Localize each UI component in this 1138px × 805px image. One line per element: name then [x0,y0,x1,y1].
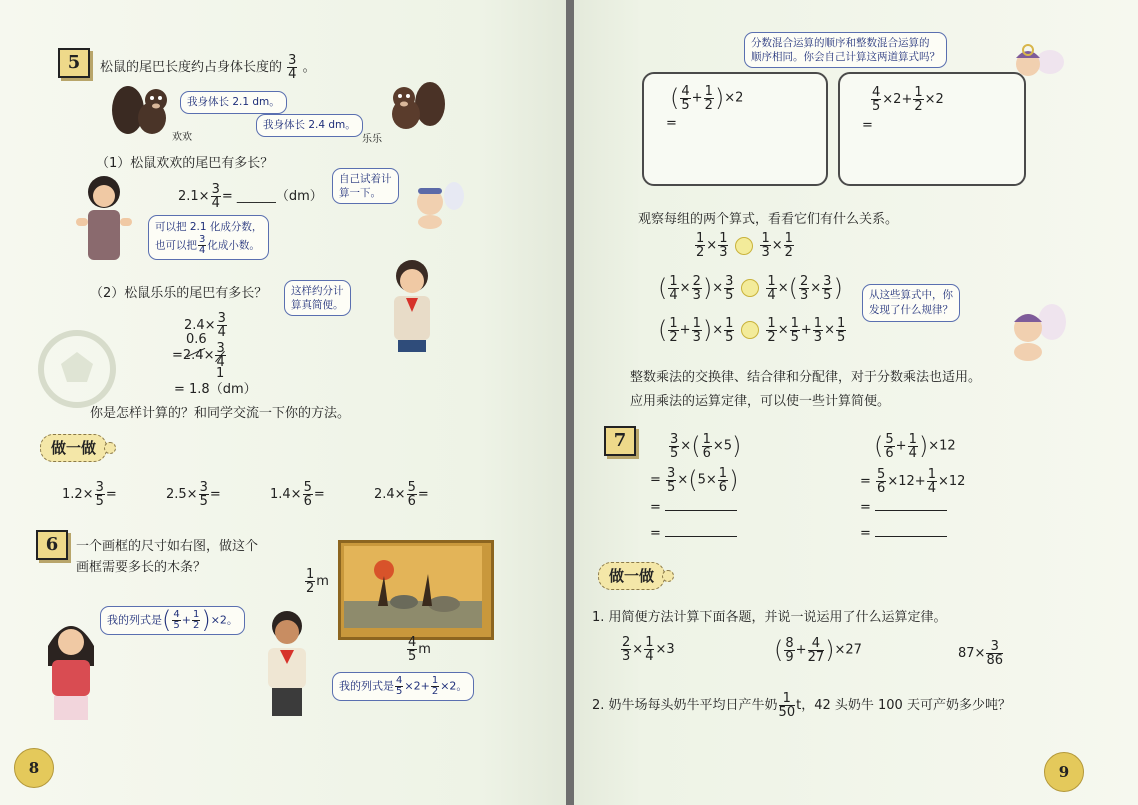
bubble-simplify: 这样约分计 算真简便。 [284,280,351,316]
page-number-left: 8 [14,748,54,788]
p7-left-line-3: = [650,500,737,515]
name-huanhuan: 欢欢 [172,132,192,143]
page-number-right: 9 [1044,752,1084,792]
compare-circle-2[interactable] [741,279,759,297]
picture-frame [338,540,494,640]
zuo-yi-zuo-label-left: 做一做 [40,434,107,462]
angel-illustration-right [998,298,1070,364]
p7-left-line-2: = $\frac{3}{5}$ ×(5× $\frac{1}{6}$ ) [650,465,739,495]
box-1-expression: ( $\frac{4}{5}$ + $\frac{1}{2}$ )×2 [670,83,744,113]
rule-statement-2: 应用乘法的运算定律，可以使一些计算简便。 [630,394,891,409]
problem-6-number: 6 [36,530,68,560]
exercise-1c: 87× $\frac{3}{86}$ [958,639,1003,668]
bubble-girl-formula: 我的列式是( $\frac{4}{5}$ + $\frac{1}{2}$ )×2。 [100,606,245,635]
angel-illustration-left [404,178,466,230]
problem-7-number: 7 [604,426,636,456]
p7-right-line-4: = [860,526,947,541]
p7-right-line-3: = [860,500,947,515]
bubble-boy-formula: 我的列式是 $\frac{4}{5}$ ×2+ $\frac{1}{2}$ ×2。 [332,672,474,701]
compare-circle-1[interactable] [735,237,753,255]
box-2-expression: $\frac{4}{5}$ ×2+ $\frac{1}{2}$ ×2 [872,85,944,114]
name-lele: 乐乐 [362,134,382,145]
p7-right-line-2: = $\frac{5}{6}$ ×12+ $\frac{1}{4}$ ×12 [860,467,966,496]
q2-cancel-bottom: 1 [216,366,225,381]
problem-6-line-2: 画框需要多长的木条？ [76,560,207,575]
exercise-2: 2. 奶牛场每头奶牛平均日产牛奶 $\frac{1}{50}$ t，42 头奶牛 100 天可产奶多少吨？ [592,691,1011,720]
left-page [0,0,566,805]
pair-2: ( $\frac{1}{4}$ × $\frac{2}{3}$ )× $\frac{3}{5}$ $\frac{1}{4}$ ×( $\frac{2}{3}$ × $\frac{3}{5}$ ) [658,273,843,303]
bubble-huanhuan-length: 我身体长 2.1 dm。 [180,91,287,114]
p7-left-line-4: = [650,526,737,541]
q2-line-2: =2.4× $\frac{3}{4}$ [172,341,225,370]
squirrel-lele-illustration [384,78,450,136]
pair-3: ( $\frac{1}{2}$ + $\frac{1}{3}$ )× $\frac{1}{5}$ $\frac{1}{2}$ × $\frac{1}{5}$ + $\frac{1}{3}$ × $\frac{1}{5}$ [658,315,846,345]
bubble-try-yourself: 自己试着计 算一下。 [332,168,399,204]
problem-5-number: 5 [58,48,90,78]
problem-5-title: 松鼠的尾巴长度约占身体长度的 $\frac{3}{4}$ 。 [100,53,316,82]
decorative-soccer-ball [38,330,116,408]
exercise-4: 2.4× $\frac{5}{6}$ = [374,480,429,509]
q2-result: = 1.8（dm） [174,382,257,397]
exercise-2: 2.5× $\frac{3}{5}$ = [166,480,221,509]
title-fraction: $\frac{3}{4}$ [288,53,297,82]
girl-illustration [68,172,140,272]
box-2-equals: = [862,118,873,133]
box-1-equals: = [666,116,677,131]
bubble-find-pattern: 从这些算式中，你 发现了什么规律？ [862,284,960,322]
question-2: （2）松鼠乐乐的尾巴有多长？ [90,286,268,301]
boy-illustration-2 [254,606,320,718]
savanna-painting [344,546,482,628]
girl-illustration-2 [38,606,104,722]
squirrel-huanhuan-illustration [106,78,176,140]
exercise-1b: ( $\frac{8}{9}$ + $\frac{4}{27}$ )×27 [774,635,862,665]
pair-1: $\frac{1}{2}$ × $\frac{1}{3}$ $\frac{1}{3}$ × $\frac{1}{2}$ [696,231,793,260]
right-page [574,0,1138,805]
observe-prompt: 观察每组的两个算式，看看它们有什么关系。 [638,212,899,227]
bubble-convert-hint: 可以把 2.1 化成分数， 也可以把 $\frac{3}{4}$ 化成小数。 [148,215,269,260]
p7-right-line-1: ( $\frac{5}{6}$ + $\frac{1}{4}$ )×12 [874,431,956,461]
exercise-3: 1.4× $\frac{5}{6}$ = [270,480,325,509]
p7-left-line-1: $\frac{3}{5}$ ×( $\frac{1}{6}$ ×5) [670,431,742,461]
zuo-yi-zuo-label-right: 做一做 [598,562,665,590]
problem-6-line-1: 一个画框的尺寸如右图，做这个 [76,539,259,554]
q1-expression: 2.1× $\frac{3}{4}$ = ______（dm） [178,182,323,211]
exercise-1: 1.2× $\frac{3}{5}$ = [62,480,117,509]
boy-illustration-left [380,254,444,354]
exercise-1a: $\frac{2}{3}$ × $\frac{1}{4}$ ×3 [622,635,675,664]
rule-statement-1: 整数乘法的交换律、结合律和分配律，对于分数乘法也适用。 [630,370,982,385]
q2-cancel-top: 0.6 [186,332,207,347]
frame-height-label: $\frac{1}{2}$ m [306,567,329,596]
discuss-prompt: 你是怎样计算的？和同学交流一下你的方法。 [90,406,351,421]
bubble-lele-length: 我身体长 2.4 dm。 [256,114,363,137]
exercise-1-title: 1. 用简便方法计算下面各题，并说一说运用了什么运算定律。 [592,610,947,625]
question-1: （1）松鼠欢欢的尾巴有多长？ [96,156,274,171]
q2-line-1: 2.4× $\frac{3}{4}$ [184,311,226,340]
frame-width-label: $\frac{4}{5}$ m [408,635,431,664]
compare-circle-3[interactable] [741,321,759,339]
bubble-angel-order: 分数混合运算的顺序和整数混合运算的 顺序相同。你会自己计算这两道算式吗？ [744,32,947,68]
